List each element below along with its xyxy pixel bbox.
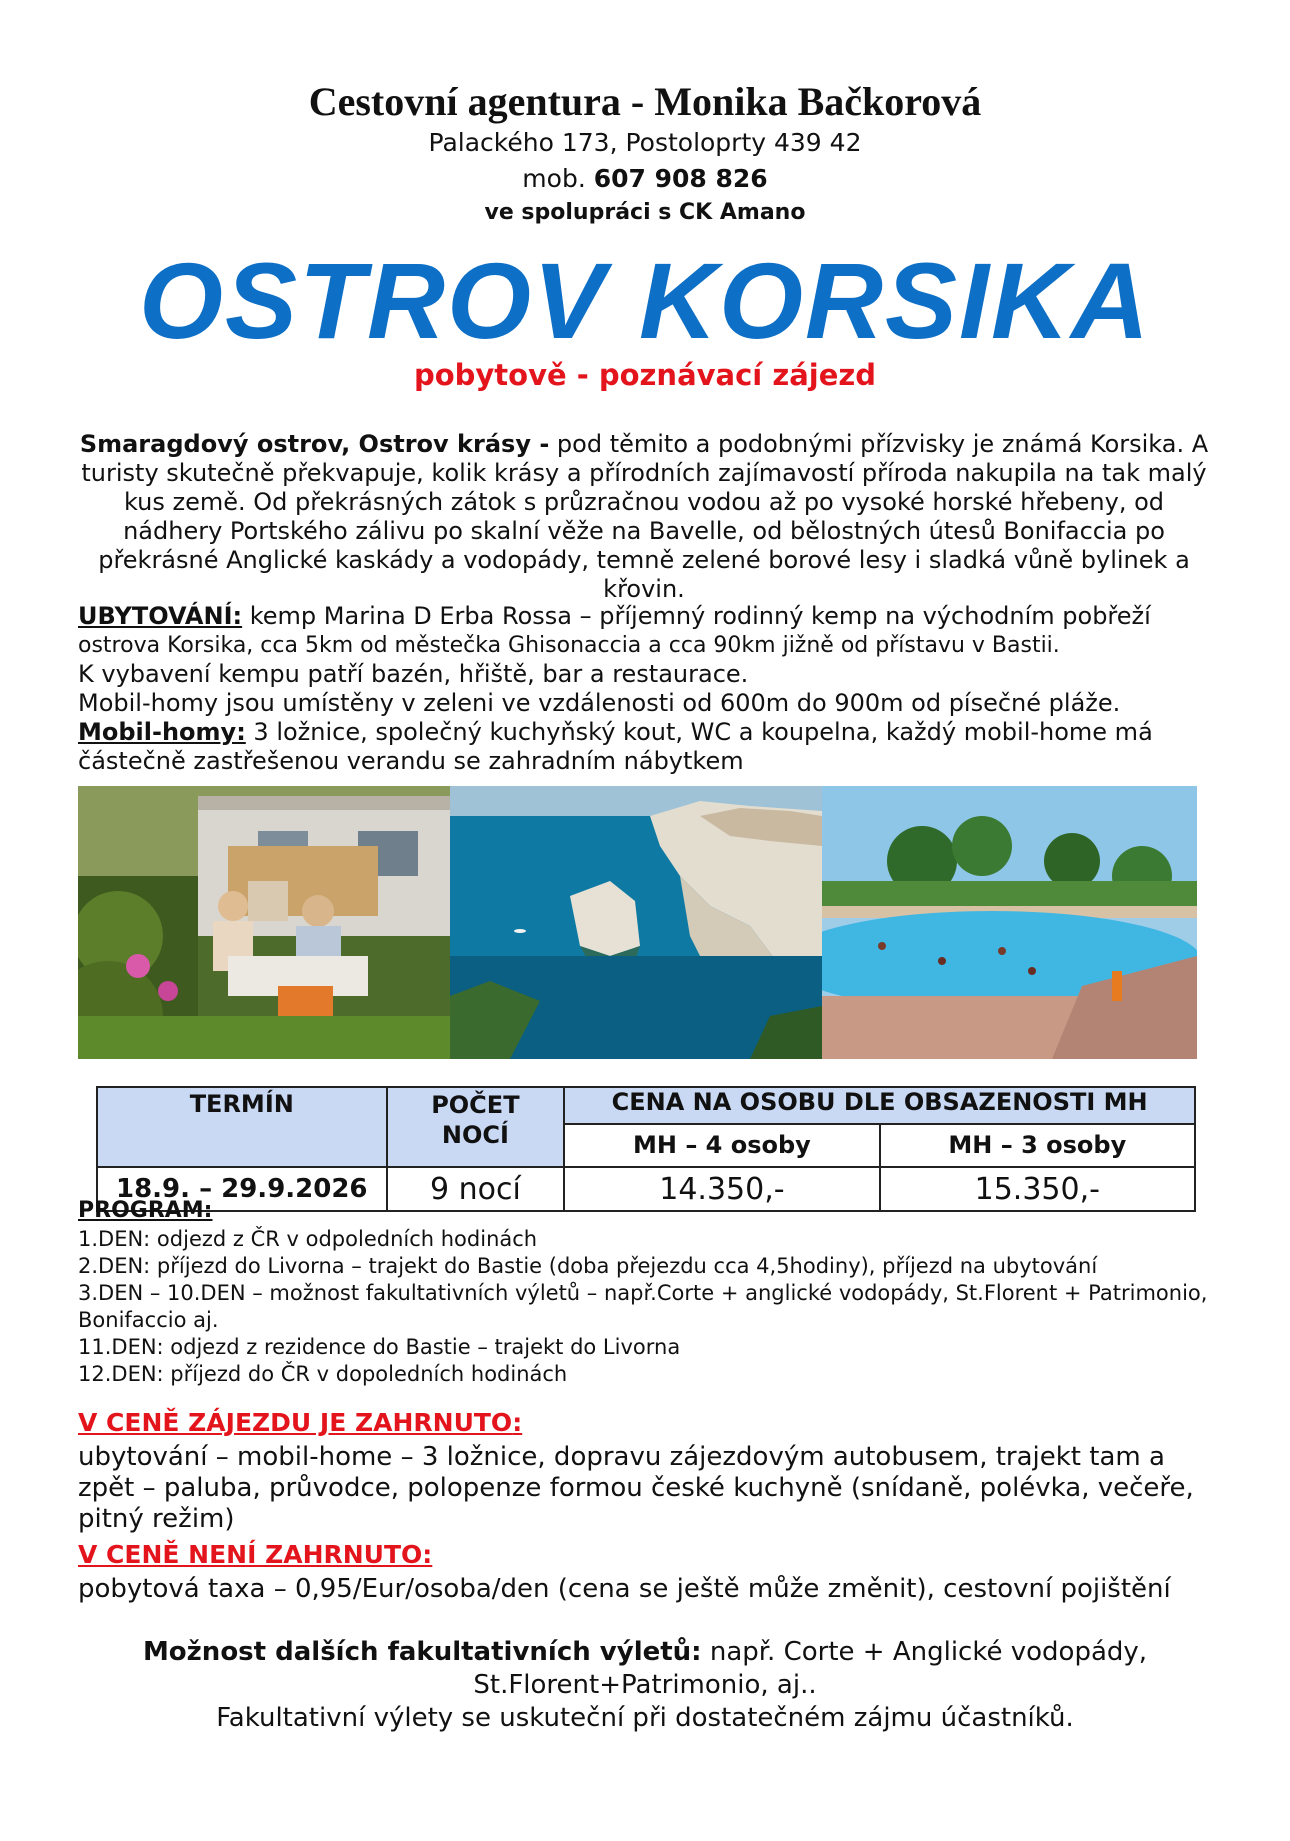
included-title <box>78 1408 522 1437</box>
optional-trips <box>0 1636 1290 1735</box>
included-title-colon: : <box>512 1408 523 1437</box>
col-price-4-header: MH – 4 osoby <box>564 1124 879 1167</box>
page-title: OSTROV KORSIKA <box>138 240 1152 361</box>
pool-image <box>822 786 1197 1059</box>
agency-phone <box>0 164 1290 193</box>
list-item: 1.DEN: odjezd z ČR v odpoledních hodinách <box>78 1227 538 1251</box>
mobilhome-label: Mobil-homy: <box>78 718 246 746</box>
accommodation-text-1: kemp Marina D Erba Rossa – příjemný rodinný kemp na východním pobřeží <box>242 602 1151 630</box>
col-nights-header <box>387 1087 565 1167</box>
accommodation-line-4: Mobil-homy jsou umístěny v zeleni ve vzdálenosti od 600m do 900m od písečné pláže. <box>78 689 1121 717</box>
col-nights-header-2: NOCÍ <box>441 1121 509 1149</box>
cliffs-sea-image <box>450 786 822 1059</box>
agency-address: Palackého 173, Postoloprty 439 42 <box>428 128 862 157</box>
intro-lead: Smaragdový ostrov, Ostrov krásy - <box>79 430 550 458</box>
intro-text: pod těmito a podobnými přízvisky je známá Korsika. A turisty skutečně překvapuje, kolik krásy a přírodních zajímavostí příroda nakupila na tak malý kus země. Od překrásných zátok s průzračnou vodou až po vysoké horské hřebeny, od nádhery Portského zálivu po skalní věže na Bavelle, od bělostných útesů Bonifaccia po překrásné Anglické kaskády a vodopády, temně zelené borové lesy i sladká vůně bylinek a křovin. <box>81 430 1209 603</box>
page-subtitle: pobytově - poznávací zájezd <box>413 358 877 392</box>
list-item: 2.DEN: příjezd do Livorna – trajekt do Bastie (doba přejezdu cca 4,5hodiny), příjezd na ubytování <box>78 1254 1098 1278</box>
optional-trips-line-3: Fakultativní výlety se uskuteční při dostatečném zájmu účastníků. <box>216 1703 1074 1733</box>
mobilhome-text: 3 ložnice, společný kuchyňský kout, WC a koupelna, každý mobil-home má částečně zastřešenou verandu se zahradním nábytkem <box>78 718 1153 775</box>
term-value: 18.9. – 29.9.2026 <box>97 1167 387 1211</box>
cooperation-note: ve spolupráci s CK Amano <box>484 200 806 225</box>
col-nights-header-1: POČET <box>431 1091 520 1119</box>
phone-prefix: mob. <box>522 164 586 193</box>
not-included-text: pobytová taxa – 0,95/Eur/osoba/den (cena se ještě může změnit), cestovní pojištění <box>78 1574 1171 1604</box>
price-4-value: 14.350,- <box>564 1167 879 1211</box>
accommodation-line-1 <box>78 602 1228 631</box>
intro-paragraph <box>74 430 1214 604</box>
col-term-header: TERMÍN <box>97 1087 387 1167</box>
optional-trips-line-2: St.Florent+Patrimonio, aj.. <box>473 1670 817 1700</box>
list-item: 3.DEN – 10.DEN – možnost fakultativních výletů – např.Corte + anglické vodopády, St.Florent + Patrimonio, Bonifaccio aj. <box>78 1281 1208 1332</box>
photo-cliffs <box>450 786 822 1059</box>
photo-pool <box>822 786 1197 1059</box>
optional-trips-line-1 <box>0 1636 1290 1669</box>
included-title-text: V CENĚ ZÁJEZDU JE ZAHRNUTO <box>78 1408 513 1437</box>
list-item: 12.DEN: příjezd do ČR v dopoledních hodinách <box>78 1362 568 1386</box>
photo-mobilhome-family <box>78 786 450 1059</box>
mobilhome-line <box>78 718 1228 776</box>
not-included-title: V CENĚ NENÍ ZAHRNUTO: <box>78 1540 433 1569</box>
price-table <box>96 1086 1196 1212</box>
price-3-value: 15.350,- <box>880 1167 1195 1211</box>
col-price-3-header: MH – 3 osoby <box>880 1124 1195 1167</box>
mobilhome-family-image <box>78 786 450 1059</box>
optional-trips-lead: Možnost dalších fakultativních výletů: <box>142 1637 702 1667</box>
phone-number: 607 908 826 <box>593 164 768 193</box>
nights-value: 9 nocí <box>387 1167 565 1211</box>
table-row <box>97 1167 1195 1211</box>
included-text: ubytování – mobil-home – 3 ložnice, dopravu zájezdovým autobusem, trajekt tam a zpět – paluba, průvodce, polopenze formou české kuchyně (snídaně, polévka, večeře, pitný režim) <box>78 1442 1194 1534</box>
program-title: PROGRAM: <box>78 1198 213 1223</box>
program-list <box>78 1226 1208 1388</box>
optional-trips-text-1: např. Corte + Anglické vodopády, <box>701 1637 1148 1667</box>
agency-name: Cestovní agentura - Monika Bačkorová <box>308 79 982 124</box>
col-price-header: CENA NA OSOBU DLE OBSAZENOSTI MH <box>564 1087 1195 1124</box>
accommodation-label: UBYTOVÁNÍ: <box>78 602 243 630</box>
accommodation-line-3: K vybavení kempu patří bazén, hřiště, bar a restaurace. <box>78 660 749 688</box>
list-item: 11.DEN: odjezd z rezidence do Bastie – trajekt do Livorna <box>78 1335 681 1359</box>
photo-strip <box>78 786 1197 1059</box>
accommodation-line-2: ostrova Korsika, cca 5km od městečka Ghisonaccia a cca 90km jižně od přístavu v Bastii. <box>78 633 1060 658</box>
accommodation-section <box>78 602 1228 776</box>
